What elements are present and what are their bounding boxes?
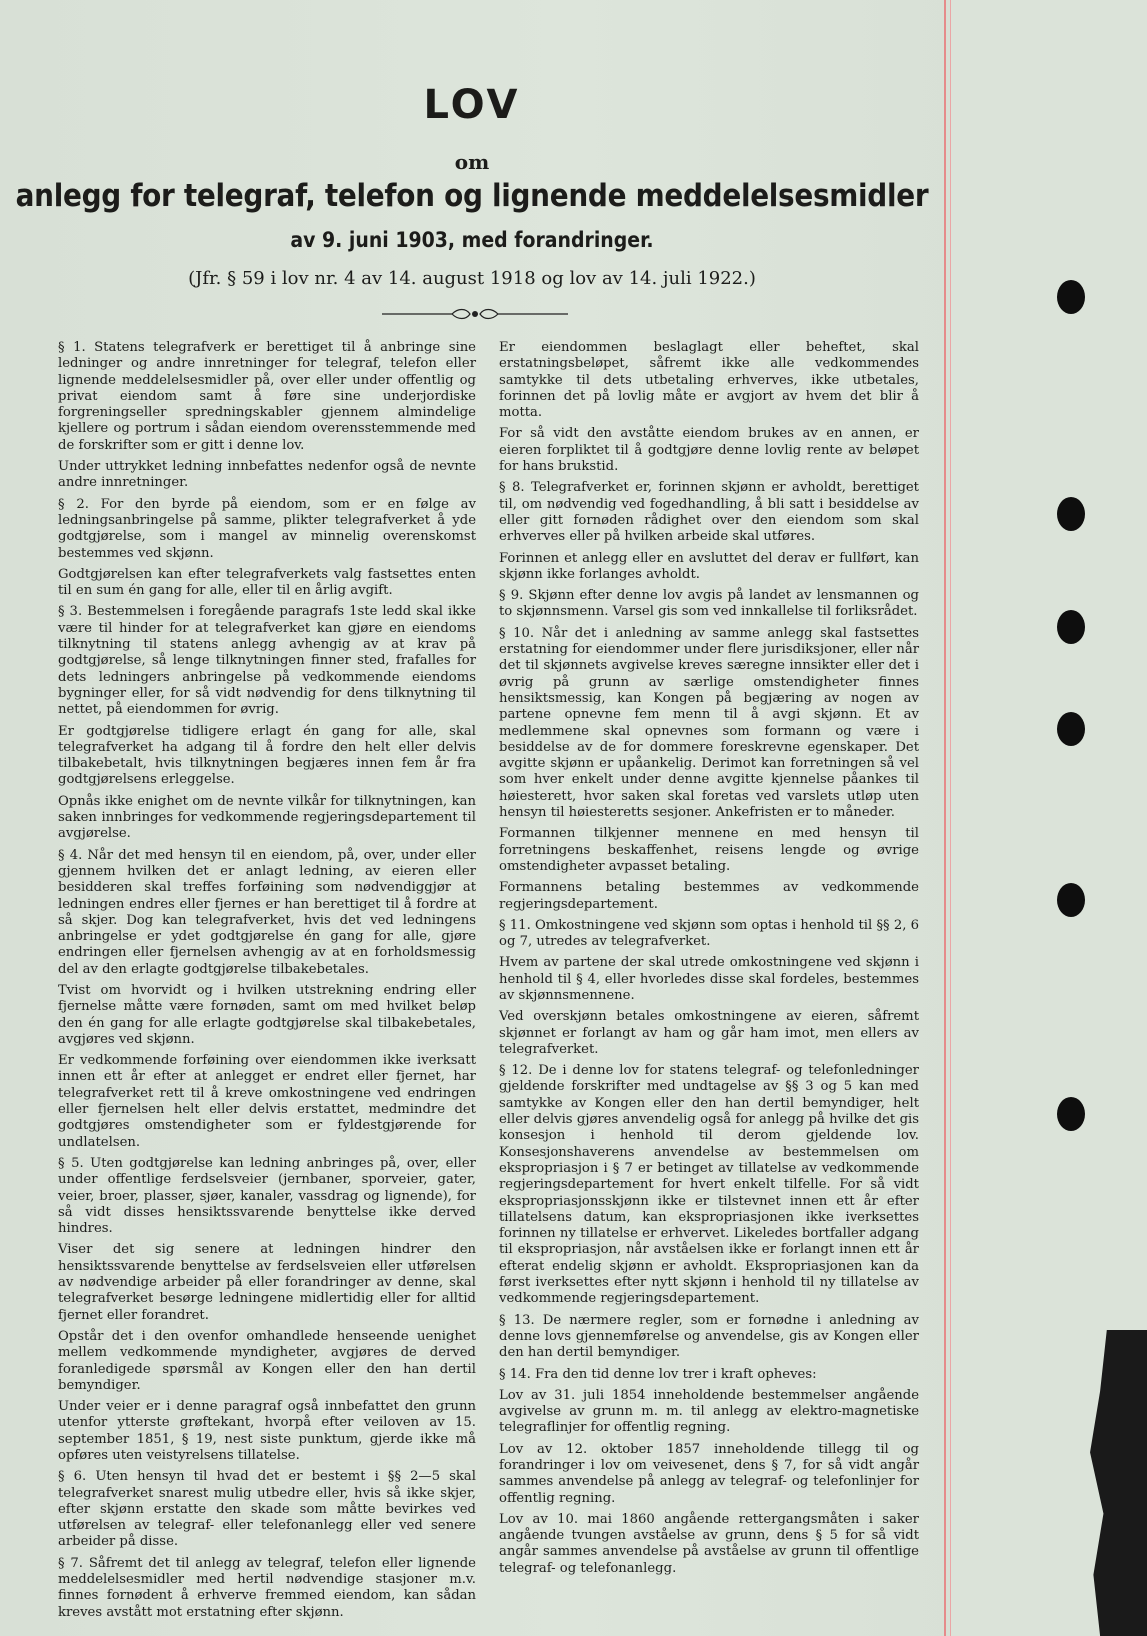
- paragraph: Lov av 31. juli 1854 inneholdende bestemmelser angående avgivelse av grunn m. m. til anlegg av elektro-magnetiske telegraflinjer for offentlig regning.: [499, 1387, 919, 1436]
- paragraph: Forinnen et anlegg eller en avsluttet del derav er fullført, kan skjønn ikke forlanges avholdt.: [499, 550, 919, 582]
- paragraph: § 9. Skjønn efter denne lov avgis på landet av lensmannen og to skjønnsmenn. Varsel gis som ved innkallelse til forliksrådet.: [499, 588, 919, 620]
- paragraph: § 5. Uten godtgjørelse kan ledning anbringes på, over, eller under offentlige ferdselsveier (jernbaner, sporveier, gater, veier, broer, plasser, sjøer, kanaler, vassdrag og lignende), for så vidt disses hensiktssvarende benyttelse ikke derved hindres.: [58, 1155, 476, 1237]
- punch-hole: [1057, 610, 1085, 644]
- paragraph: § 1. Statens telegrafverk er berettiget til å anbringe sine ledninger og andre innretninger for telegraf, telefon eller lignende meddelelsesmidler på, over eller under offentlig og privat eiendom samt å føre sine underjordiske forgreningseller spredningskabler gjennem almindelige kjellere og portrum i sådan eiendom overensstemmende med de forskrifter som er gitt i denne lov.: [58, 340, 476, 453]
- paragraph: Ved overskjønn betales omkostningene av eieren, såfremt skjønnet er forlangt av ham og går ham imot, men ellers av telegrafverket.: [499, 1009, 919, 1057]
- paragraph: Lov av 12. oktober 1857 inneholdende tillegg til og forandringer i lov om veivesenet, dens § 7, for så vidt angår sammes anvendelse på anlegg av telegraf- og telefonlinjer for offentlig regning.: [499, 1441, 919, 1506]
- paragraph: Godtgjørelsen kan efter telegrafverkets valg fastsettes enten til en sum én gang for alle, eller til en årlig avgift.: [58, 566, 476, 599]
- punch-hole: [1057, 883, 1085, 917]
- paragraph: § 14. Fra den tid denne lov trer i kraft opheves:: [499, 1366, 817, 1382]
- punch-hole: [1057, 280, 1085, 314]
- paragraph: Tvist om hvorvidt og i hvilken utstrekning endring eller fjernelse måtte være fornøden, samt om med hvilket beløp den én gang for alle erlagte godtgjørelse skal tilbakebetales, avgjøres ved skjønn.: [58, 982, 476, 1047]
- paragraph: Hvem av partene der skal utrede omkostningene ved skjønn i henhold til § 4, eller hvorledes disse skal fordeles, bestemmes av skjønnsmennene.: [499, 955, 919, 1003]
- margin-rule-secondary: [950, 0, 951, 1636]
- paragraph: Er vedkommende forføining over eiendommen ikke iverksatt innen ett år efter at anlegget er endret eller fjernet, har telegrafverket rett til å kreve omkostningene ved endringen eller fjernelsen helt eller delvis erstattet, medmindre det godtgjøres omstendigheter som er fyldestgjørende for undlatelsen.: [58, 1053, 476, 1150]
- paragraph: Under uttrykket ledning innbefattes nedenfor også de nevnte andre innretninger.: [58, 459, 476, 491]
- punch-hole: [1057, 712, 1085, 746]
- paragraph: § 11. Omkostningene ved skjønn som optas i henhold til §§ 2, 6 og 7, utredes av telegrafverket.: [499, 917, 919, 950]
- paragraph: Lov av 10. mai 1860 angående rettergangsmåten i saker angående tvungen avståelse av grunn, dens § 5 for så vidt angår sammes anvendelse på avståelse av grunn til offentlige telegraf- og telefonanlegg.: [499, 1511, 919, 1576]
- paragraph: For så vidt den avståtte eiendom brukes av en annen, er eieren forpliktet til å godtgjøre denne lovlig rente av beløpet for hans brukstid.: [499, 426, 919, 475]
- document-subtitle: av 9. juni 1903, med forandringer.: [290, 228, 654, 252]
- paragraph: § 4. Når det med hensyn til en eiendom, på, over, under eller gjennem hvilken det er anlagt ledning, av eieren eller besidderen skal treffes forføining som nødvendiggjør at ledningen endres eller fjernes er han berettiget til å fordre at så skjer. Dog kan telegrafverket, hvis det ved ledningens anbringelse er ydet godtgjørelse én gang for alle, gjøre endringen eller fjernelsen avhengig av at en forholdsmessig del av den erlagte godtgjørelse tilbakebetales.: [58, 847, 476, 977]
- paragraph: Er eiendommen beslaglagt eller beheftet, skal erstatningsbeløpet, såfremt ikke alle vedkommendes samtykke til dets utbetaling erhverves, ikke utbetales, forinnen det på lovlig måte er avgjort av hvem det blir å motta.: [499, 340, 919, 421]
- paragraph: Formannen tilkjenner mennene en med hensyn til forretningens beskaffenhet, reisens lengde og øvrige omstendigheter avpasset betaling.: [499, 826, 919, 874]
- paragraph: Formannens betaling bestemmes av vedkommende regjeringsdepartement.: [499, 880, 919, 912]
- paragraph: § 3. Bestemmelsen i foregående paragrafs 1ste ledd skal ikke være til hinder for at telegrafverket kan gjøre en eiendoms tilknytning til statens anlegg avhengig av at krav på godtgjørelse, så lenge tilknytningen finner sted, frafalles for dets ledningers anbringelse på vedkommende eiendoms bygninger eller, for så vidt nødvendig for dens tilknytning til nettet, på eiendommen for øvrig.: [58, 604, 476, 718]
- heading-om: om: [454, 150, 490, 174]
- paragraph: § 13. De nærmere regler, som er fornødne i anledning av denne lovs gjennemførelse og anvendelse, gis av Kongen eller den han dertil bemyndiger.: [499, 1312, 919, 1361]
- punch-hole: [1057, 1097, 1085, 1131]
- paragraph: § 2. For den byrde på eiendom, som er en følge av ledningsanbringelse på samme, plikter telegrafverket å yde godtgjørelse, som i mangel av minnelig overenskomst bestemmes ved skjønn.: [58, 496, 476, 561]
- paragraph: Er godtgjørelse tidligere erlagt én gang for alle, skal telegrafverket ha adgang til å fordre den helt eller delvis tilbakebetalt, hvis tilknytningen begjæres innen fem år fra godtgjørelsens erleggelse.: [58, 723, 476, 788]
- paragraph: § 6. Uten hensyn til hvad det er bestemt i §§ 2—5 skal telegrafverket snarest mulig utbedre eller, hvis så ikke skjer, efter skjønn erstatte den skade som måtte bevirkes ved utførelsen av telegraf- eller telefonanlegg eller ved senere arbeider på disse.: [58, 1469, 476, 1550]
- paragraph: § 7. Såfremt det til anlegg av telegraf, telefon eller lignende meddelelsesmidler med hertil nødvendige stasjoner m.v. finnes fornødent å erhverve fremmed eiendom, kan sådan kreves avstått mot erstatning efter skjønn.: [58, 1555, 476, 1620]
- document-reference: (Jfr. § 59 i lov nr. 4 av 14. august 1918 og lov av 14. juli 1922.): [188, 268, 756, 289]
- margin-rule: [944, 0, 946, 1636]
- paragraph: § 10. Når det i anledning av samme anlegg skal fastsettes erstatning for eiendommer under flere jurisdiksjoner, eller når det til skjønnets avgivelse kreves særegne innsikter eller det i øvrig på grunn av særlige omstendigheter finnes hensiktsmessig, kan Kongen på begjæring av nogen av partene opnevne fem menn til å avgi skjønn. Et av medlemmene skal opnevnes som formann og være i besiddelse av de for dommere foreskrevne egenskaper. Det avgitte skjønn er upåankelig. Derimot kan forretningen så vel som hver enkelt under denne avgitte kjennelse påankes til høiesterett, hvor saken skal foretas ved varslets utløp uten hensyn til høiesteretts sesjoner. Ankefristen er to måneder.: [499, 625, 919, 821]
- paragraph: Opstår det i den ovenfor omhandlede henseende uenighet mellem vedkommende myndigheter, avgjøres de derved foranledigede spørsmål av Kongen eller den han dertil bemyndiger.: [58, 1328, 476, 1393]
- paragraph: Under veier er i denne paragraf også innbefattet den grunn utenfor ytterste grøftekant, hvorpå efter veiloven av 15. september 1851, § 19, nest siste punktum, gjerde ikke må opføres uten veistyrelsens tillatelse.: [58, 1399, 476, 1463]
- ornament-divider: [382, 306, 568, 322]
- paragraph: § 8. Telegrafverket er, forinnen skjønn er avholdt, berettiget til, om nødvendig ved fogedhandling, å bli satt i besiddelse av eller gitt fornøden rådighet over den eiendom som skal erhverves eller på hvilken arbeide skal utføres.: [499, 480, 919, 545]
- document-title: anlegg for telegraf, telefon og lignende meddelelsesmidler: [15, 178, 929, 214]
- paragraph: Viser det sig senere at ledningen hindrer den hensiktssvarende benyttelse av ferdselsveien eller utførelsen av nødvendige arbeider på eller forandringer av denne, skal telegrafverket besørge ledningene midlertidig eller for alltid fjernet eller forandret.: [58, 1242, 476, 1323]
- paragraph: Opnås ikke enighet om de nevnte vilkår for tilknytningen, kan saken innbringes for vedkommende regjeringsdepartement til avgjørelse.: [58, 793, 476, 842]
- left-text-column: [58, 340, 476, 1626]
- paragraph: § 12. De i denne lov for statens telegraf- og telefonledninger gjeldende forskrifter med undtagelse av §§ 3 og 5 kan med samtykke av Kongen eller den han dertil bemyndiger, helt eller delvis gjøres anvendelig også for anlegg på hvilke det gis konsesjon i henhold til derom gjeldende lov. Konsesjonshaverens anvendelse av bestemmelsen om ekspropriasjon i § 7 er betinget av tillatelse av vedkommende regjeringsdepartement for hvert enkelt tilfelle. For så vidt ekspropriasjonsskjønn ikke er tilstevnet innen ett år efter tillatelsens datum, kan ekspropriasjonen ikke iverksettes forinnen ny tillatelse er erhvervet. Likeledes bortfaller adgang til ekspropriasjon, når avståelsen ikke er forlangt innen ett år efterat endelig skjønn er avholdt. Ekspropriasjonen kan da først iverksettes efter nytt skjønn i henhold til ny tillatelse av vedkommende regjeringsdepartement.: [499, 1063, 919, 1307]
- right-text-column: [499, 340, 919, 1582]
- punch-hole: [1057, 497, 1085, 531]
- document-heading: LOV: [423, 82, 521, 128]
